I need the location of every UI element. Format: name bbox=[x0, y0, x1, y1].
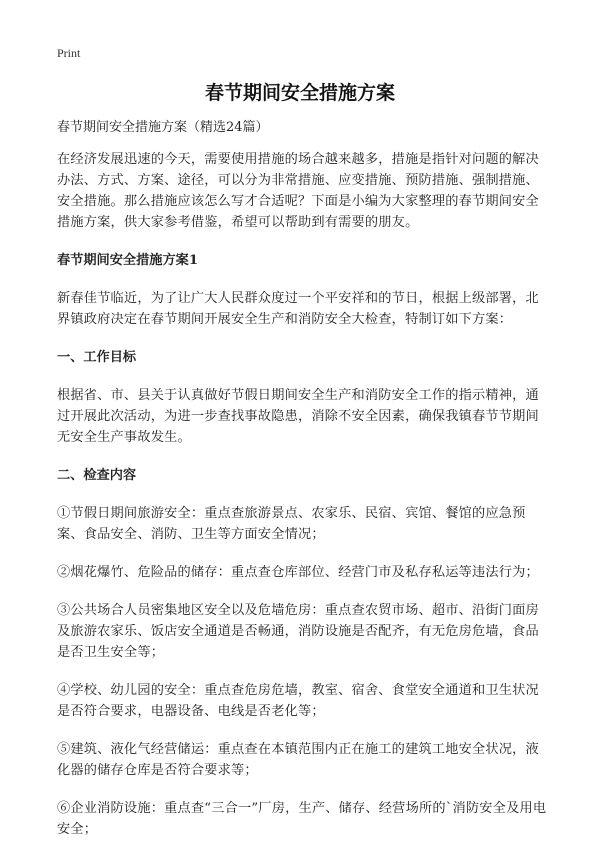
check-item: ⑤建筑、液化气经营储运：重点查在本镇范围内正在施工的建筑工地安全状况，液化器的储存仓库是否符合要求等； bbox=[57, 742, 539, 778]
check-item: ⑥企业消防设施：重点查“三合一”厂房，生产、储存、经营场所的`消防安全及用电安全； bbox=[57, 801, 547, 837]
check-item: ①节假日期间旅游安全：重点查旅游景点、农家乐、民宿、宾馆、餐馆的应急预案、食品安全、消防、卫生等方面安全情况； bbox=[57, 506, 526, 542]
goal-paragraph: 根据省、市、县关于认真做好节假日期间安全生产和消防安全工作的指示精神，通过开展此次活动，为进一步查找事故隐患，消除不安全因素，确保我镇春节节期间无安全生产事故发生。 bbox=[57, 388, 539, 445]
check-item: ②烟花爆竹、危险品的储存：重点查仓库部位、经营门市及私存私运等违法行为； bbox=[57, 565, 539, 580]
check-item: ④学校、幼儿园的安全：重点查危房危墙，教室、宿舍、食堂安全通道和卫生状况是否符合要求，电器设备、电线是否老化等； bbox=[57, 683, 539, 719]
document-subtitle: 春节期间安全措施方案（精选24篇） bbox=[57, 120, 269, 135]
check-item: ③公共场合人员密集地区安全以及危墙危房：重点查农贸市场、超市、沿街门面房及旅游农家乐、饭店安全通道是否畅通，消防设施是否配齐，有无危房危墙，食品是否卫生安全等； bbox=[57, 603, 539, 660]
print-link[interactable]: Print bbox=[57, 46, 81, 60]
document-body bbox=[57, 118, 549, 857]
page-title: 春节期间安全措施方案 bbox=[204, 82, 395, 104]
section-heading: 春节期间安全措施方案1 bbox=[57, 253, 199, 268]
section-intro-paragraph: 新春佳节临近，为了让广大人民群众度过一个平安祥和的节日，根据上级部署，北界镇政府决定在春节期间开展安全生产和消防安全大检查，特制订如下方案： bbox=[57, 291, 539, 327]
goal-heading: 一、工作目标 bbox=[57, 350, 137, 365]
check-heading: 二、检查内容 bbox=[57, 468, 137, 483]
intro-paragraph: 在经济发展迅速的今天，需要使用措施的场合越来越多，措施是指针对问题的解决办法、方式、方案、途径，可以分为非常措施、应变措施、预防措施、强制措施、安全措施。那么措施应该怎么写才合适呢？下面是小编为大家整理的春节期间安全措施方案，供大家参考借鉴，希望可以帮助到有需要的朋友。 bbox=[57, 152, 539, 230]
